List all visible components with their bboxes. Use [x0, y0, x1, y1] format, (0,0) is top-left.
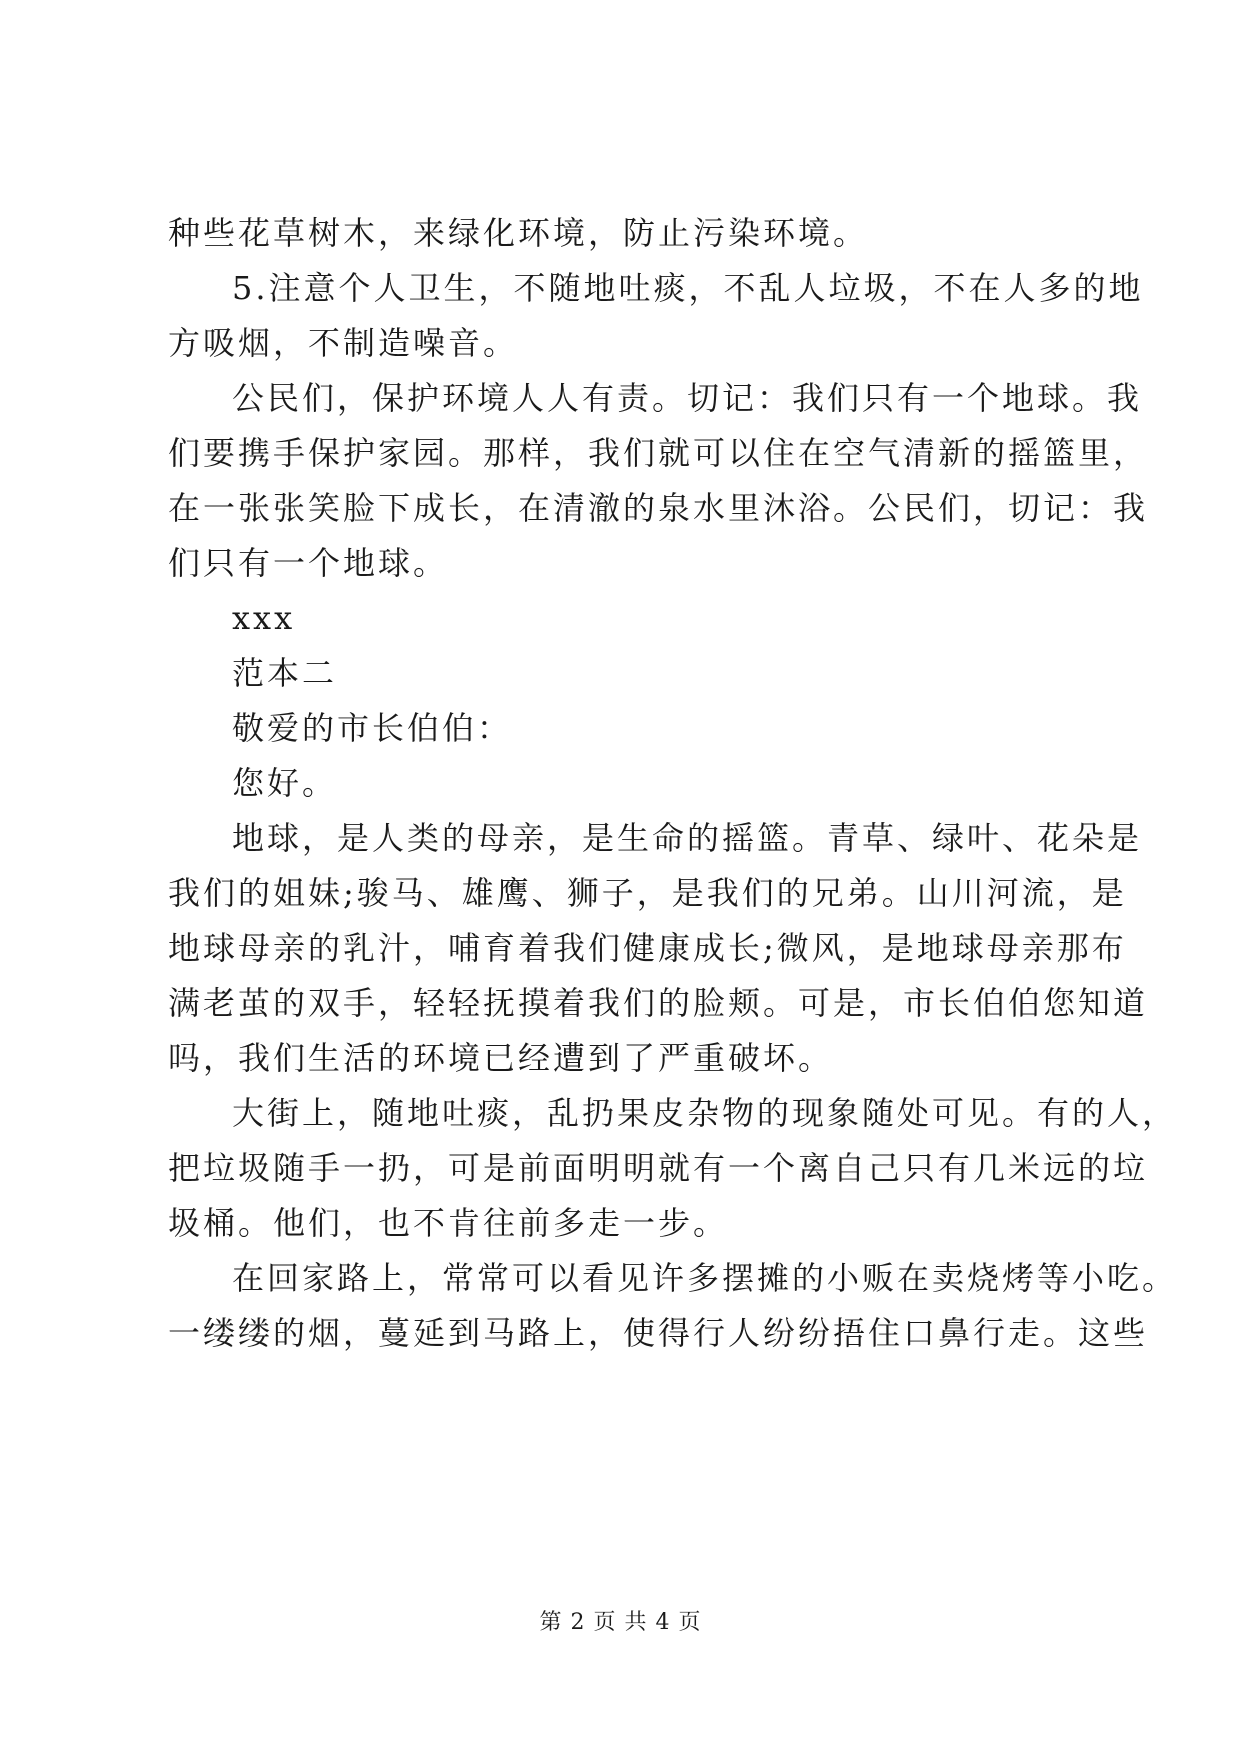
greeting: 您好。	[232, 764, 338, 802]
signature: xxx	[232, 599, 296, 637]
text-line: 地球，是人类的母亲，是生命的摇篮。青草、绿叶、花朵是	[232, 819, 1143, 857]
text-line: 在一张张笑脸下成长，在清澈的泉水里沐浴。公民们，切记：我	[168, 489, 1149, 527]
page-footer: 第 2 页 共 4 页	[539, 1610, 702, 1635]
text-line: 地球母亲的乳汁，哺育着我们健康成长;微风，是地球母亲那布	[168, 929, 1127, 967]
text-line: 5.注意个人卫生，不随地吐痰，不乱人垃圾，不在人多的地	[232, 269, 1144, 307]
text-line: 们只有一个地球。	[168, 544, 449, 582]
text-line: 我们的姐妹;骏马、雄鹰、狮子，是我们的兄弟。山川河流，是	[168, 874, 1127, 912]
text-line: 们要携手保护家园。那样，我们就可以住在空气清新的摇篮里，	[168, 434, 1149, 472]
text-line: 种些花草树木，来绿化环境，防止污染环境。	[168, 214, 869, 252]
text-line: 满老茧的双手，轻轻抚摸着我们的脸颊。可是，市长伯伯您知道	[168, 984, 1149, 1022]
text-line: 把垃圾随手一扔，可是前面明明就有一个离自己只有几米远的垃	[168, 1149, 1149, 1187]
text-line: 公民们，保护环境人人有责。切记：我们只有一个地球。我	[232, 379, 1143, 417]
text-line: 大街上，随地吐痰，乱扔果皮杂物的现象随处可见。有的人，	[232, 1094, 1178, 1132]
section-heading: 范本二	[232, 654, 338, 692]
text-line: 一缕缕的烟，蔓延到马路上，使得行人纷纷捂住口鼻行走。这些	[168, 1314, 1149, 1352]
salutation: 敬爱的市长伯伯：	[232, 709, 513, 747]
text-line: 圾桶。他们，也不肯往前多走一步。	[168, 1204, 729, 1242]
text-line: 吗，我们生活的环境已经遭到了严重破坏。	[168, 1039, 834, 1077]
text-line: 在回家路上，常常可以看见许多摆摊的小贩在卖烧烤等小吃。	[232, 1259, 1178, 1297]
text-line: 方吸烟，不制造噪音。	[168, 324, 519, 362]
